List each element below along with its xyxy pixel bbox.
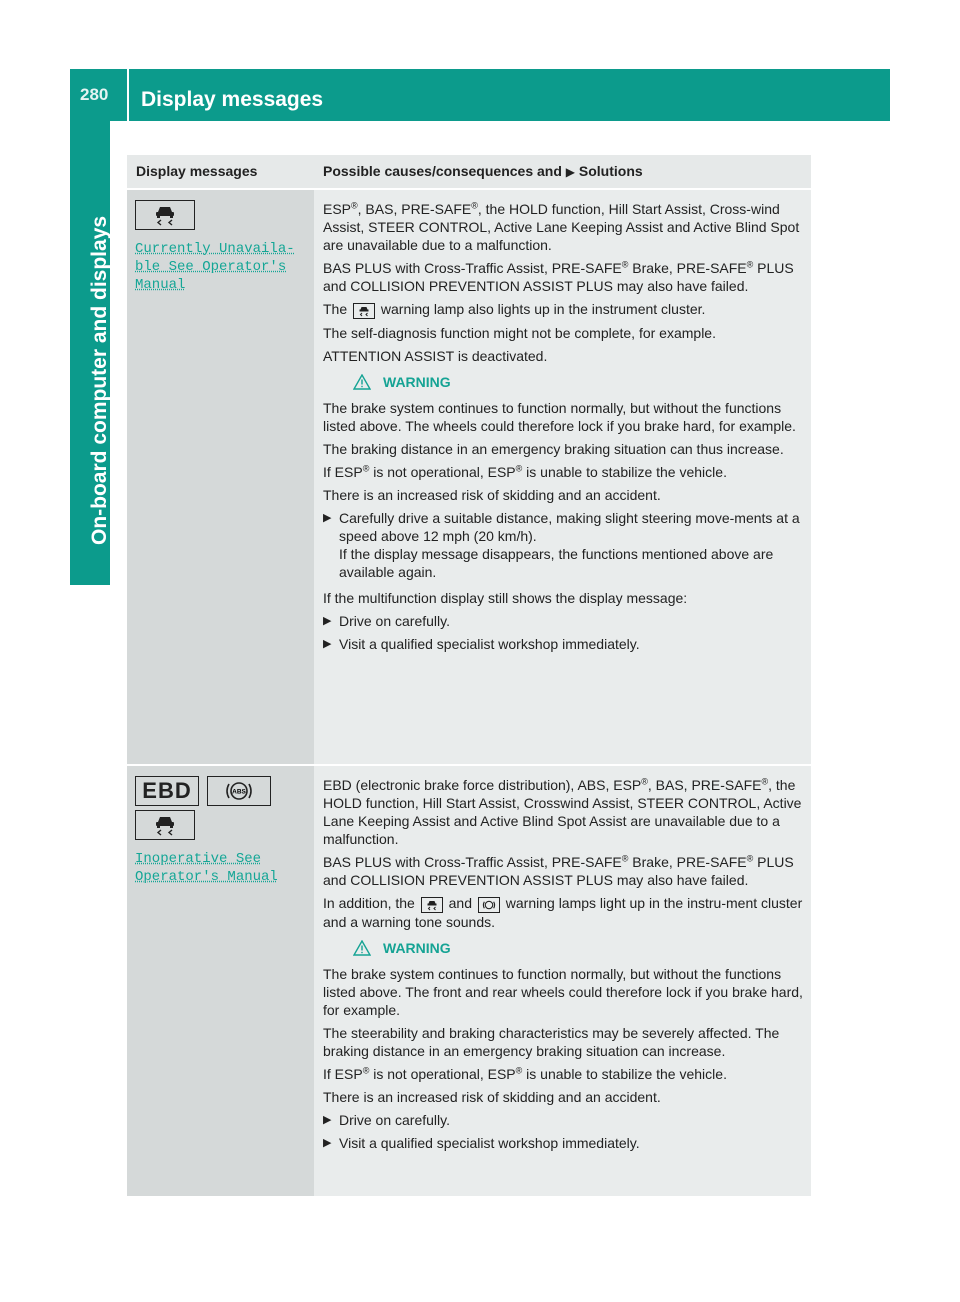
display-message-text: Inoperative See Operator's Manual: [135, 851, 278, 885]
causes-cell: [314, 190, 811, 764]
instruction-step: ▶ Visit a qualified specialist workshop immediately.: [323, 636, 640, 652]
paragraph: The warning lamp also lights up in the instrument cluster.: [323, 301, 706, 317]
page-header: [70, 69, 890, 121]
table-row: [127, 190, 811, 766]
paragraph: There is an increased risk of skidding and an accident.: [323, 487, 661, 503]
paragraph: BAS PLUS with Cross-Traffic Assist, PRE-SAFE® Brake, PRE-SAFE® PLUS and COLLISION PREVENTION ASSIST PLUS may also have failed.: [323, 259, 794, 294]
car-skid-icon: [135, 810, 195, 840]
header-divider: [127, 69, 129, 121]
car-skid-icon: [421, 897, 443, 913]
instruction-step: ▶ Visit a qualified specialist workshop immediately.: [323, 1135, 640, 1151]
paragraph: The brake system continues to function normally, but without the functions listed above. The wheels could therefore lock if you brake hard, for example.: [323, 400, 796, 434]
paragraph: The brake system continues to function normally, but without the functions listed above. The front and rear wheels could therefore lock if you brake hard, for example.: [323, 966, 803, 1018]
paragraph: In addition, the and warning lamps light up in the instru-ment cluster and a warning tone sounds.: [323, 895, 803, 930]
instruction-step: ▶ Drive on carefully.: [323, 613, 451, 629]
message-cell: [127, 766, 314, 1196]
paragraph: There is an increased risk of skidding and an accident.: [323, 1089, 661, 1105]
ebd-icon: EBD: [135, 776, 199, 806]
warning-triangle-icon: [353, 940, 371, 956]
message-cell: [127, 190, 314, 764]
paragraph: If the multifunction display still shows the display message:: [323, 590, 688, 606]
instruction-step: ▶ Carefully drive a suitable distance, making slight steering move-ments at a speed above 12 mph (20 km/h). If the display message disappears, the functions mentioned above are available again.: [323, 510, 800, 580]
col-header-messages: Display messages: [136, 163, 258, 179]
paragraph: The self-diagnosis function might not be complete, for example.: [323, 325, 716, 341]
paragraph: The steerability and braking characteristics may be severely affected. The braking distance in an emergency braking situation can increase.: [323, 1025, 780, 1059]
paragraph: The braking distance in an emergency braking situation can thus increase.: [323, 441, 784, 457]
car-skid-icon: [135, 200, 195, 230]
instruction-step: ▶ Drive on carefully.: [323, 1112, 451, 1128]
paragraph: EBD (electronic brake force distribution), ABS, ESP®, BAS, PRE-SAFE®, the HOLD function, Hill Start Assist, Crosswind Assist, STEER CONTROL, Active Lane Keeping Assist and Active Blind Spot Assist are unavailable due to a malfunction.: [323, 776, 802, 847]
car-skid-icon: [353, 303, 375, 319]
table-header: [127, 155, 811, 190]
arrow-icon: ▶: [323, 615, 332, 627]
section-tab-label: On-board computer and displays: [88, 215, 111, 545]
display-message-text: Currently Unavaila‐ ble See Operator's Manual: [135, 241, 295, 293]
paragraph: If ESP® is not operational, ESP® is unable to stabilize the vehicle.: [323, 1065, 727, 1082]
paragraph: ESP®, BAS, PRE-SAFE®, the HOLD function, Hill Start Assist, Cross-wind Assist, STEER CONTROL, Active Lane Keeping Assist and Active Blind Spot are unavailable due to a malfunction.: [323, 200, 800, 253]
table-row: [127, 766, 811, 1198]
paragraph: BAS PLUS with Cross-Traffic Assist, PRE-SAFE® Brake, PRE-SAFE® PLUS and COLLISION PREVENTION ASSIST PLUS may also have failed.: [323, 853, 794, 888]
arrow-icon: ▶: [323, 1114, 332, 1126]
paragraph: If ESP® is not operational, ESP® is unable to stabilize the vehicle.: [323, 463, 727, 480]
warning-triangle-icon: [353, 374, 371, 390]
col-header-causes: Possible causes/consequences and ▶ Solutions: [323, 163, 643, 179]
paragraph: ATTENTION ASSIST is deactivated.: [323, 348, 548, 364]
arrow-icon: ▶: [565, 165, 576, 179]
svg-text:ABS: ABS: [232, 788, 247, 796]
causes-cell: [314, 766, 811, 1196]
abs-icon: [207, 776, 271, 806]
page-number: 280: [80, 85, 109, 104]
warning-heading: WARNING: [353, 939, 805, 957]
arrow-icon: ▶: [323, 638, 332, 650]
abs-icon: [478, 897, 500, 913]
section-tab: [70, 121, 110, 585]
page-title: Display messages: [141, 88, 324, 111]
warning-heading: WARNING: [353, 373, 805, 391]
arrow-icon: ▶: [323, 512, 332, 524]
display-messages-table: [127, 155, 811, 1198]
arrow-icon: ▶: [323, 1137, 332, 1149]
